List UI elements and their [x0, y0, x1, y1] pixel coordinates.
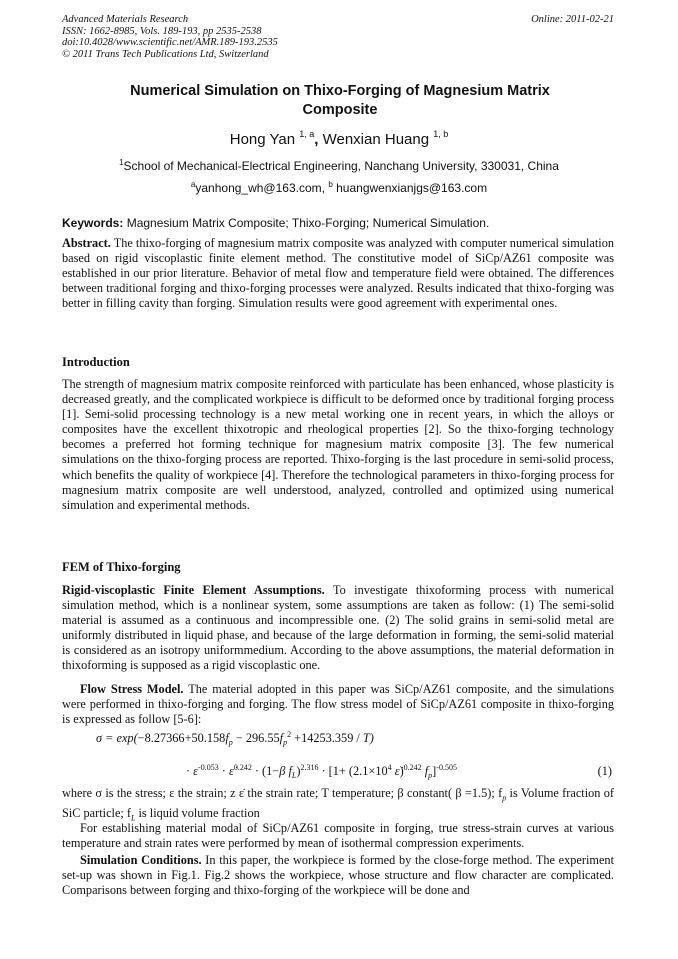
issn-line: ISSN: 1662-8985, Vols. 189-193, pp 2535-2538: [62, 25, 262, 37]
affiliation: [0, 158, 678, 173]
assumptions-paragraph: [62, 583, 614, 674]
where-text-3: is liquid volume fraction: [135, 805, 260, 820]
assumptions-text: To investigate thixoforming process with numerical simulation method, which is a nonlinear system, some assumptions are taken as follow: (1) The semi-solid material is assumed as a continuous and incompressible one. (2) The solid grains in semi-solid metal are uniformly distributed in liquid phase, and because of the large deformation in forming, the semi-solid material is considered as an isotropy uniformmedium. According to the above assumptions, the material deformation in thixoforming is supposed as a rigid viscoplastic one.: [62, 583, 614, 673]
email-b-marker: b: [328, 180, 333, 189]
copyright-line: © 2011 Trans Tech Publications Ltd, Switzerland: [62, 48, 269, 60]
flow-stress-text: The material adopted in this paper was SiCp/AZ61 composite, and the simulations were performed in thixo-forging and forging. The flow stress model of SiCp/AZ61 composite in thixo-forging is expressed as follow [5-6]:: [62, 682, 614, 727]
forging-model-paragraph: For establishing material modal of SiCp/AZ61 composite in forging, true stress-strain curves at various temperature and strain rates were performed by mean of isothermal compression experiments.: [62, 821, 614, 851]
doi-line: doi:10.4028/www.scientific.net/AMR.189-193.2535: [62, 37, 278, 48]
affiliation-marker: 1: [119, 158, 124, 167]
email-b: huangwenxianjgs@163.com: [336, 181, 488, 195]
introduction-text: The strength of magnesium matrix composite reinforced with particulate has been enhanced, whose plasticity is decreased greatly, and the complicated workpiece is difficult to be deformed once by traditional forging process [1]. Semi-solid processing technology is a new metal working one in recent years, in which the alloys or composites have the excellent thixotropic and rheological properties [2]. So the thixo-forging technology becomes a preferred hot forming technique for magnesium matrix composite [3]. The few numerical simulations on the thixo-forging process are reported. Thixo-forging is the last procedure in semi-solid process, which benefits the quality of workpiece [4]. Therefore the technological parameters in thixo-forging process for magnesium matrix composite are well understood, analyzed, controlled and optimized using numerical simulation and experimental methods.: [62, 377, 614, 512]
author-1: Hong Yan: [229, 131, 296, 148]
keywords: [62, 216, 622, 230]
equation-line-2: · $\varepsilon^{-0.053}$ · ε̇$^{0.242}$ · (1−β $f_L)^{2.316} \cdot [1+ (2.1\times 10^4$ ε̇)$^{0.242}$ $f_p]^{-0.505}$: [186, 763, 457, 780]
introduction-heading: Introduction: [62, 355, 130, 369]
abstract-label: Abstract.: [62, 236, 111, 250]
email-a: yanhong_wh@163.com,: [195, 181, 325, 195]
online-date: Online: 2011-02-21: [531, 14, 614, 25]
abstract: [62, 236, 614, 311]
paper-title: [90, 82, 590, 120]
keywords-text: Magnesium Matrix Composite; Thixo-Forging; Numerical Simulation.: [126, 216, 490, 230]
equation-number: (1): [597, 764, 612, 778]
where-sub-p: p: [502, 793, 507, 803]
author-2: Wenxian Huang: [322, 131, 430, 148]
simulation-conditions-paragraph: [62, 853, 614, 898]
title-line-1: Numerical Simulation on Thixo-Forging of Magnesium Matrix: [130, 83, 550, 99]
assumptions-label: Rigid-viscoplastic Finite Element Assumptions.: [62, 583, 325, 597]
author-emails: [0, 180, 678, 195]
author-list: Hong Yan $^{1, a}$, Wenxian Huang $^{1, b}$: [229, 129, 449, 148]
equation-line-1: $\sigma = \exp(-8.27366+50.158f_p - 296.55f_p^2 +14253.359 / T)$: [96, 730, 374, 747]
where-text-2: is Volume fraction of SiC particle; f: [62, 786, 614, 820]
author-1-affil: 1, a: [299, 129, 315, 139]
email-a-marker: a: [190, 180, 196, 189]
simulation-conditions-text: In this paper, the workpiece is formed by the close-forge method. The experiment set-up was shown in Fig.1. Fig.2 shows the workpiece, whose structure and flow character are complicated. Comparisons between forging and thixo-forging of the workpiece will be done and: [62, 853, 614, 898]
keywords-label: Keywords:: [62, 216, 124, 230]
where-text: where σ is the stress; ε the strain; z ε̇ the strain rate; T temperature; β constant( β =1.5); f: [62, 786, 503, 800]
journal-header: [62, 14, 462, 60]
where-sub-l: L: [130, 813, 136, 822]
fem-heading: FEM of Thixo-forging: [62, 560, 181, 574]
title-line-2: Composite: [302, 102, 378, 118]
flow-stress-paragraph: [62, 682, 614, 727]
journal-name: Advanced Materials Research: [62, 14, 189, 25]
equation-variables: [62, 786, 614, 825]
flow-stress-label: Flow Stress Model.: [80, 682, 184, 696]
affiliation-text: School of Mechanical-Electrical Engineering, Nanchang University, 330031, China: [123, 159, 559, 173]
simulation-conditions-label: Simulation Conditions.: [80, 853, 202, 867]
abstract-text: The thixo-forging of magnesium matrix composite was analyzed with computer numerical simulation based on rigid viscoplastic finite element method. The constitutive model of SiCp/AZ61 composite was established in our prior literature. Behavior of metal flow and temperature field were obtained. The differences between traditional forging and thixo-forging processes were analyzed. Results indicated that thixo-forging was better in filling cavity than forging. Simulation results were good agreement with experimental ones.: [62, 236, 614, 311]
author-2-affil: 1, b: [433, 129, 449, 139]
